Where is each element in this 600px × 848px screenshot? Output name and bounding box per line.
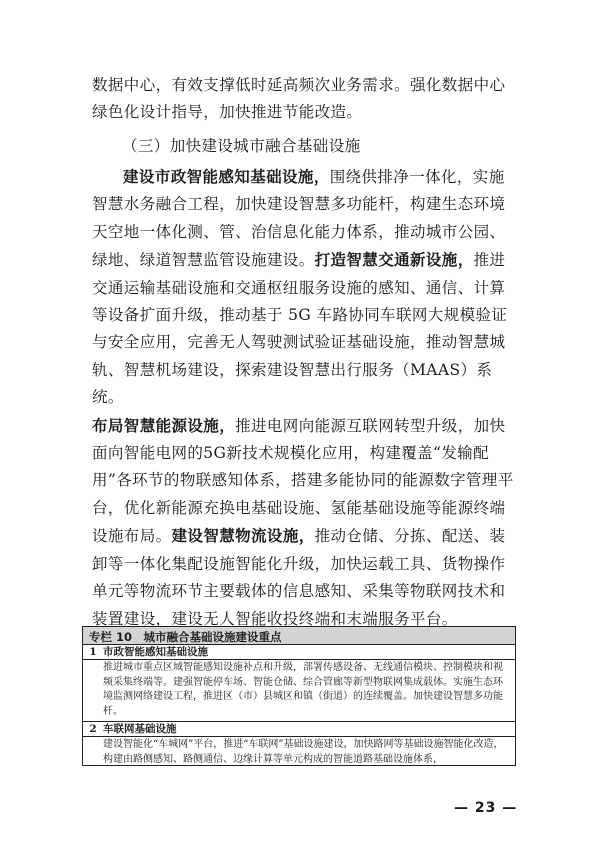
bold-lead-energy: 布局智慧能源设施，	[92, 415, 236, 435]
bold-lead-transport: 打造智慧交通新设施，	[314, 250, 474, 270]
feature-box	[82, 626, 516, 766]
item-title: 市政智能感知基础设施	[103, 646, 208, 658]
intro-paragraph: 数据中心，有效支撑低时延高频次业务需求。强化数据中心绿色化设计指导，加快推进节能改造。	[92, 76, 506, 122]
main-paragraph	[92, 163, 516, 633]
item-number: 1	[89, 646, 97, 658]
section-heading: （三）加快建设城市融合基础设施	[122, 137, 361, 155]
text-transport: 推进交通运输基础设施和交通枢纽服务设施的感知、通信、计算等设备扩面升级，推动基于 5G 车路协同车联网大规模验证与安全应用，完善无人驾驶测试验证基础设施，推动智慧城轨、智慧机场建设，探索建设智慧出行服务（MAAS）系统。	[92, 251, 508, 407]
item-number: 2	[89, 723, 97, 736]
text-energy: 推进电网向能源互联网转型升级，加快面向智能电网的5G新技术规模化应用，构建覆盖“发输配用”各环节的物联感知体系，搭建多能协同的能源数字管理平台，优化新能源充换电基础设施、氢能基础设施等能源终端设施布局。	[92, 416, 514, 546]
bold-lead-municipal: 建设市政智能感知基础设施，	[123, 167, 330, 186]
box-item-header	[83, 645, 515, 660]
text-municipal: 围绕供排净一体化，实施智慧水务融合工程，加快建设智慧多功能杆，构建生态环境天空地一体化测、管、治信息化能力体系，推动城市公园、绿地、绿道智慧监管设施建设。	[92, 168, 506, 270]
item-title: 车联网基础设施	[103, 723, 177, 736]
item-body: 推进城市重点区域智能感知设施补点和升级，部署传感设备、无线通信模块、控制模块和视频采集终端等。建强智能停车场、智能仓储、综合管廊等新型物联网集成载体。实施生态环境监测网络建设工程，推进区（市）县城区和镇（街道）的连续覆盖。加快建设智慧多功能杆。	[83, 660, 515, 722]
bold-lead-logistics: 建设智慧物流设施，	[171, 526, 315, 546]
box-item-header	[83, 722, 515, 737]
text-logistics: 推动仓储、分拣、配送、装卸等一体化集配设施智能化升级，加快运载工具、货物操作单元等物流环节主要载体的信息感知、采集等物联网技术和装置建设，建设无人智能收投终端和末端服务平台。	[92, 527, 506, 628]
page-number: — 23 —	[454, 800, 518, 816]
item-body: 建设智能化“车城网”平台，推进“车联网”基础设施建设，加快路网等基础设施智能化改造，构建由路侧感知、路侧通信、边缘计算等单元构成的智能道路基础设施体系，	[103, 739, 504, 765]
box-header: 专栏 10 城市融合基础设施建设重点	[83, 627, 515, 645]
